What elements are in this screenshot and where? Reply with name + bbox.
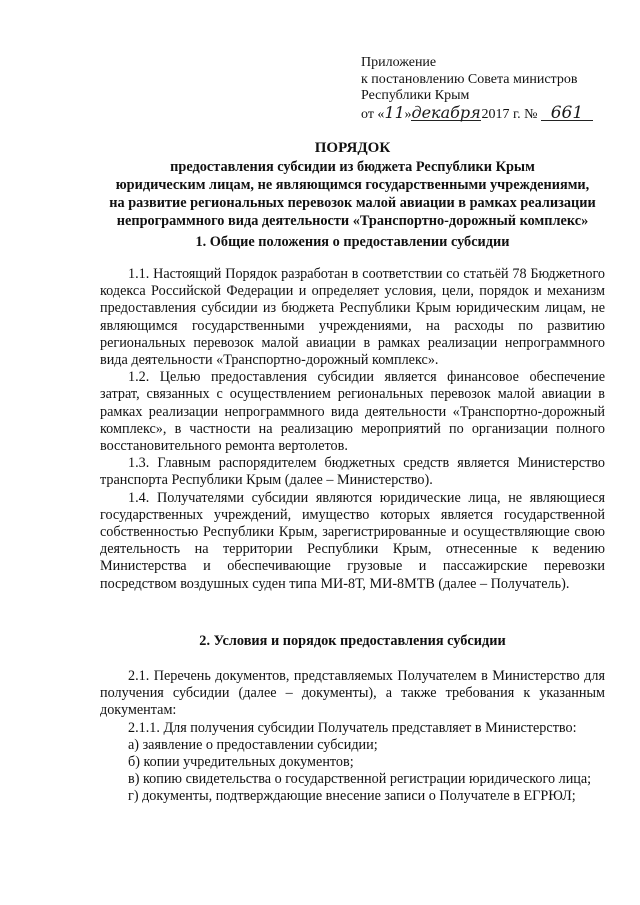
paragraph-1-3: 1.3. Главным распорядителем бюджетных средств является Министерство транспорта Республики Крым (далее – Министерство). [100,455,605,489]
list-item-g: г) документы, подтверждающие внесение записи о Получателе в ЕГРЮЛ; [128,788,576,805]
date-year: 2017 г. № [481,106,538,122]
handwritten-day: 11 [384,102,405,122]
handwritten-number: 661 [541,106,593,121]
title-main: ПОРЯДОК [314,140,391,156]
approval-date-line [361,102,611,124]
approval-line-2: к постановлению Совета министров [361,71,578,87]
handwritten-month: декабря [411,102,481,122]
date-prefix: от « [361,106,385,122]
list-item-v: в) копию свидетельства о государственной регистрации юридического лица; [128,771,592,788]
list-item-b: б) копии учредительных документов; [128,754,354,771]
section-2-title: 2. Условия и порядок предоставления субсидии [199,633,506,649]
approval-block [361,55,611,123]
approval-line-1: Приложение [361,55,437,70]
document-title [100,139,605,230]
section-1-title: 1. Общие положения о предоставлении субсидии [195,234,510,250]
paragraph-2-1: 2.1. Перечень документов, представляемых Получателем в Министерство для получения субсидии (далее – документы), а также требования к указанным документам: [100,668,605,719]
paragraph-1-4: 1.4. Получателями субсидии являются юридические лица, не являющиеся государственных учреждений, имущество которых является государственной собственностью Республики Крым, зарегистрированные и осуществляющие свою деятельность на территории Республики Крым, отнесенные к ведению Министерства и обеспечивающие грузовые и пассажирские перевозки посредством воздушных суден типа МИ-8Т, МИ-8МТВ (далее – Получатель). [100,489,605,592]
paragraph-1-1: 1.1. Настоящий Порядок разработан в соответствии со статьёй 78 Бюджетного кодекса Российской Федерации и определяет условия, цели, порядок и механизм предоставления субсидии из бюджета Республики Крым юридическим лицам, не являющимся государственными учреждениями, на расходы по развитию региональных перевозок малой авиации в рамках реализации непрограммного вида деятельности «Транспортно-дорожный комплекс». [100,266,605,369]
approval-line-3: Республики Крым [361,88,470,103]
section-2-body [100,668,605,806]
date-mid: » [404,106,412,122]
title-line-3: на развитие региональных перевозок малой авиации в рамках реализации [109,195,596,211]
paragraph-2-1-1: 2.1.1. Для получения субсидии Получатель представляет в Министерство: [128,719,577,736]
section-1-body [100,266,605,593]
paragraph-1-2: 1.2. Целью предоставления субсидии является финансовое обеспечение затрат, связанных с осуществлением региональных перевозок малой авиации в рамках реализации непрограммного вида деятельности «Транспортно-дорожный комплекс», в частности на реализацию мероприятий по организации полного восстановительного ремонта вертолетов. [100,369,605,455]
list-item-a: а) заявление о предоставлении субсидии; [128,736,378,753]
title-line-2: юридическим лицам, не являющимся государственными учреждениями, [115,177,590,193]
title-line-1: предоставления субсидии из бюджета Республики Крым [170,159,535,175]
title-line-4: непрограммного вида деятельности «Транспортно-дорожный комплекс» [116,213,589,229]
